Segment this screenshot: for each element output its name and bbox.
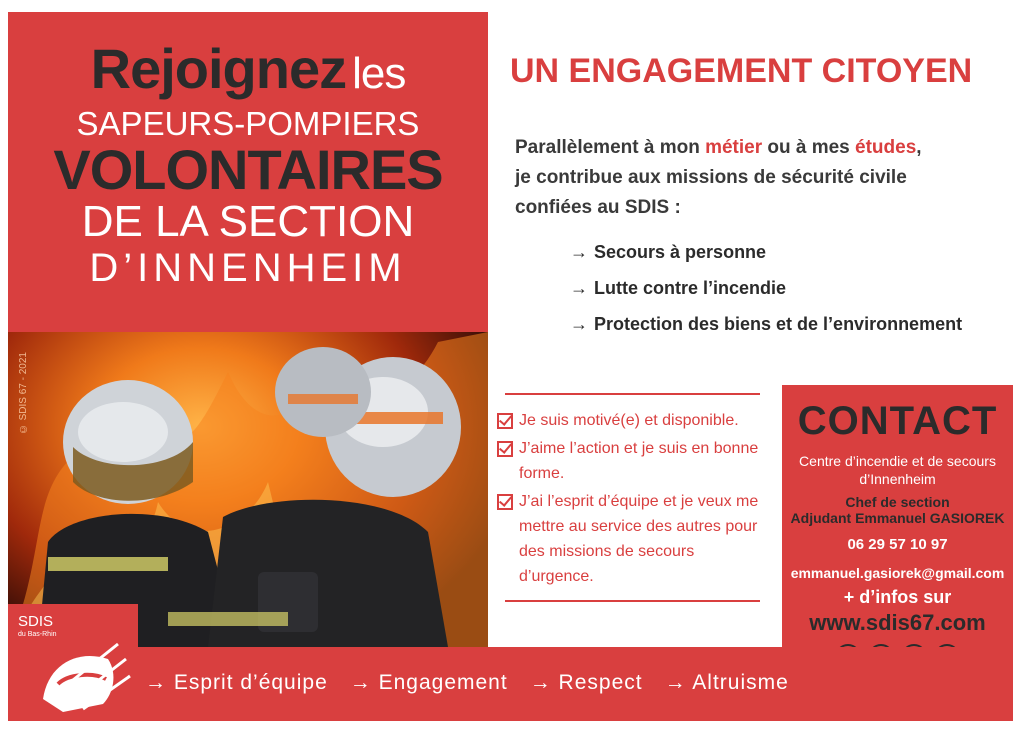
checklist-bottom-rule (505, 600, 760, 602)
checkbox-checked-icon (497, 441, 513, 457)
checklist (497, 408, 767, 592)
arrow-right-icon: → (570, 314, 588, 334)
contact-infos: + d’infos sur (843, 587, 952, 607)
checklist-label: J’ai l’esprit d’équipe et je veux me mettre au service des autres pour des missions de secours d’urgence. (519, 493, 759, 585)
checklist-label: Je suis motivé(e) et disponible. (519, 412, 739, 429)
engagement-title: UN ENGAGEMENT CITOYEN (510, 52, 973, 90)
contact-centre-line-2: d’Innenheim (859, 471, 936, 487)
value-label: Engagement (378, 671, 508, 694)
paragraph-line-2: je contribue aux missions de sécurité civile (515, 167, 907, 188)
title-rejoignez: Rejoignez (90, 37, 347, 100)
value-item: → Altruisme (664, 671, 789, 694)
firefighters-photo (8, 332, 488, 647)
para-highlight-etudes: études (855, 137, 917, 158)
value-item: → Respect (529, 671, 643, 694)
checkbox-checked-icon (497, 413, 513, 429)
contact-phone[interactable]: 06 29 57 10 97 (847, 536, 948, 553)
engagement-paragraph (515, 133, 1005, 223)
values-list (145, 671, 789, 695)
value-label: Esprit d’équipe (173, 671, 328, 694)
checklist-item (497, 489, 767, 589)
title-rejoignez-line (8, 37, 488, 103)
title-sapeurs: SAPEURS-POMPIERS (76, 105, 420, 142)
contact-centre (782, 452, 1013, 488)
missions-list (570, 238, 1010, 346)
firefighters-illustration (8, 332, 488, 647)
para-text-3: , (916, 137, 922, 158)
mission-label: Secours à personne (594, 242, 767, 262)
checklist-item (497, 408, 767, 433)
checklist-item (497, 436, 767, 486)
mission-item (570, 238, 1010, 274)
paragraph-line-3: confiées au SDIS : (515, 197, 681, 218)
value-item: → Engagement (349, 671, 508, 694)
title-innenheim: D’INNENHEIM (89, 246, 407, 290)
title-section: DE LA SECTION (81, 197, 415, 246)
title-les: les (352, 49, 406, 98)
checklist-label: J’aime l’action et je suis en bonne forme. (519, 440, 759, 482)
arrow-right-icon: → (570, 278, 588, 298)
para-highlight-metier: métier (705, 137, 763, 158)
para-text-2: ou à mes (762, 137, 856, 158)
contact-title: CONTACT (797, 399, 998, 443)
poster-title (8, 37, 488, 290)
contact-chef (782, 494, 1013, 526)
checklist-top-rule (505, 393, 760, 395)
mission-item (570, 310, 1010, 346)
title-volontaires: VOLONTAIRES (53, 138, 443, 201)
contact-chef-line-2: Adjudant Emmanuel GASIOREK (790, 510, 1005, 526)
contact-chef-line-1: Chef de section (845, 494, 950, 510)
mission-label: Lutte contre l’incendie (594, 278, 787, 298)
value-label: Respect (558, 671, 643, 694)
para-text-1: Parallèlement à mon (515, 137, 706, 158)
website-link[interactable]: www.sdis67.com (809, 610, 986, 635)
value-label: Altruisme (692, 671, 789, 694)
checkbox-checked-icon (497, 494, 513, 510)
contact-email-link[interactable]: emmanuel.gasiorek@gmail.com (790, 565, 1005, 581)
paragraph-line-1 (515, 133, 1005, 163)
arrow-right-icon: → (570, 242, 588, 262)
contact-centre-line-1: Centre d’incendie et de secours (799, 453, 996, 469)
sdis-logo-sub: du Bas-Rhin (18, 631, 57, 638)
contact-box (782, 385, 1013, 663)
mission-item (570, 274, 1010, 310)
photo-copyright: © SDIS 67 - 2021 (18, 352, 29, 435)
value-item: → Esprit d’équipe (145, 671, 328, 694)
mission-label: Protection des biens et de l’environnement (594, 314, 963, 334)
sdis-logo-name: SDIS (18, 613, 54, 630)
